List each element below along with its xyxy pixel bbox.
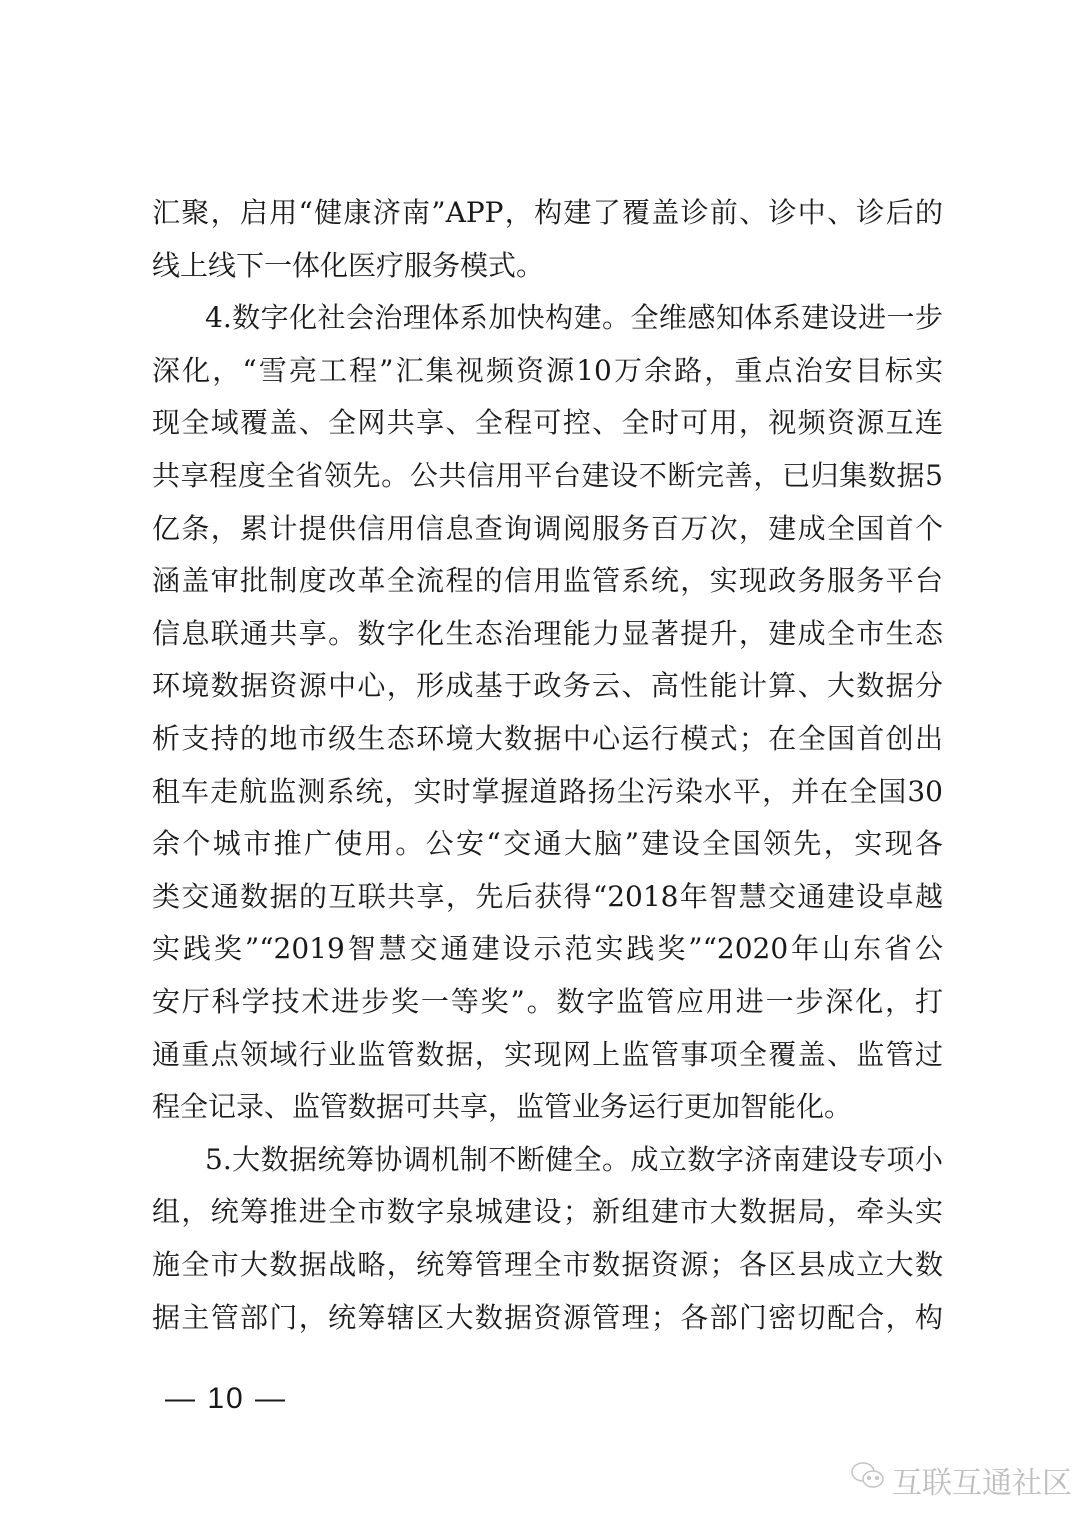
text-line: 深化，“雪亮工程”汇集视频资源10万余路，重点治安目标实 [152, 353, 943, 387]
text-line: 4.数字化社会治理体系加快构建。全维感知体系建设进一步 [205, 301, 943, 335]
text-line: 共享程度全省领先。公共信用平台建设不断完善，已归集数据5 [152, 459, 943, 492]
wechat-icon [850, 1460, 886, 1500]
text-line: 析支持的地市级生态环境大数据中心运行模式；在全国首创出 [152, 722, 943, 755]
text-line: 余个城市推广使用。公安“交通大脑”建设全国领先，实现各 [152, 827, 943, 861]
text-line: 据主管部门，统筹辖区大数据资源管理；各部门密切配合，构 [152, 1300, 943, 1334]
text-line: 安厅科学技术进步奖一等奖”。数字监管应用进一步深化，打 [152, 985, 943, 1018]
text-line: 实践奖”“2019智慧交通建设示范实践奖”“2020年山东省公 [152, 932, 943, 966]
text-line: 亿条，累计提供信用信息查询调阅服务百万次，建成全国首个 [152, 511, 943, 545]
text-line: 施全市大数据战略，统筹管理全市数据资源；各区县成立大数 [152, 1248, 943, 1281]
text-line: 组，统筹推进全市数字泉城建设；新组建市大数据局，牵头实 [152, 1195, 943, 1229]
text-line: 环境数据资源中心，形成基于政务云、高性能计算、大数据分 [152, 669, 943, 703]
text-line: 汇聚，启用“健康济南”APP，构建了覆盖诊前、诊中、诊后的 [152, 196, 943, 229]
text-line: 5.大数据统筹协调机制不断健全。成立数字济南建设专项小 [205, 1142, 943, 1176]
text-line: 现全域覆盖、全网共享、全程可控、全时可用，视频资源互连 [152, 406, 943, 440]
text-line: 涵盖审批制度改革全流程的信用监管系统，实现政务服务平台 [152, 564, 943, 598]
text-line: 租车走航监测系统，实时掌握道路扬尘污染水平，并在全国30 [152, 774, 943, 808]
text-line: 线上线下一体化医疗服务模式。 [152, 248, 545, 282]
text-line: 程全记录、监管数据可共享，监管业务运行更加智能化。 [152, 1090, 853, 1124]
watermark-text: 互联互通社区 [892, 1466, 1072, 1501]
text-line: 类交通数据的互联共享，先后获得“2018年智慧交通建设卓越 [152, 879, 943, 913]
watermark [850, 1458, 1072, 1502]
text-line: 信息联通共享。数字化生态治理能力显著提升，建成全市生态 [152, 616, 943, 650]
page-number: — 10 — [165, 1382, 288, 1415]
text-line: 通重点领域行业监管数据，实现网上监管事项全覆盖、监管过 [152, 1037, 943, 1071]
